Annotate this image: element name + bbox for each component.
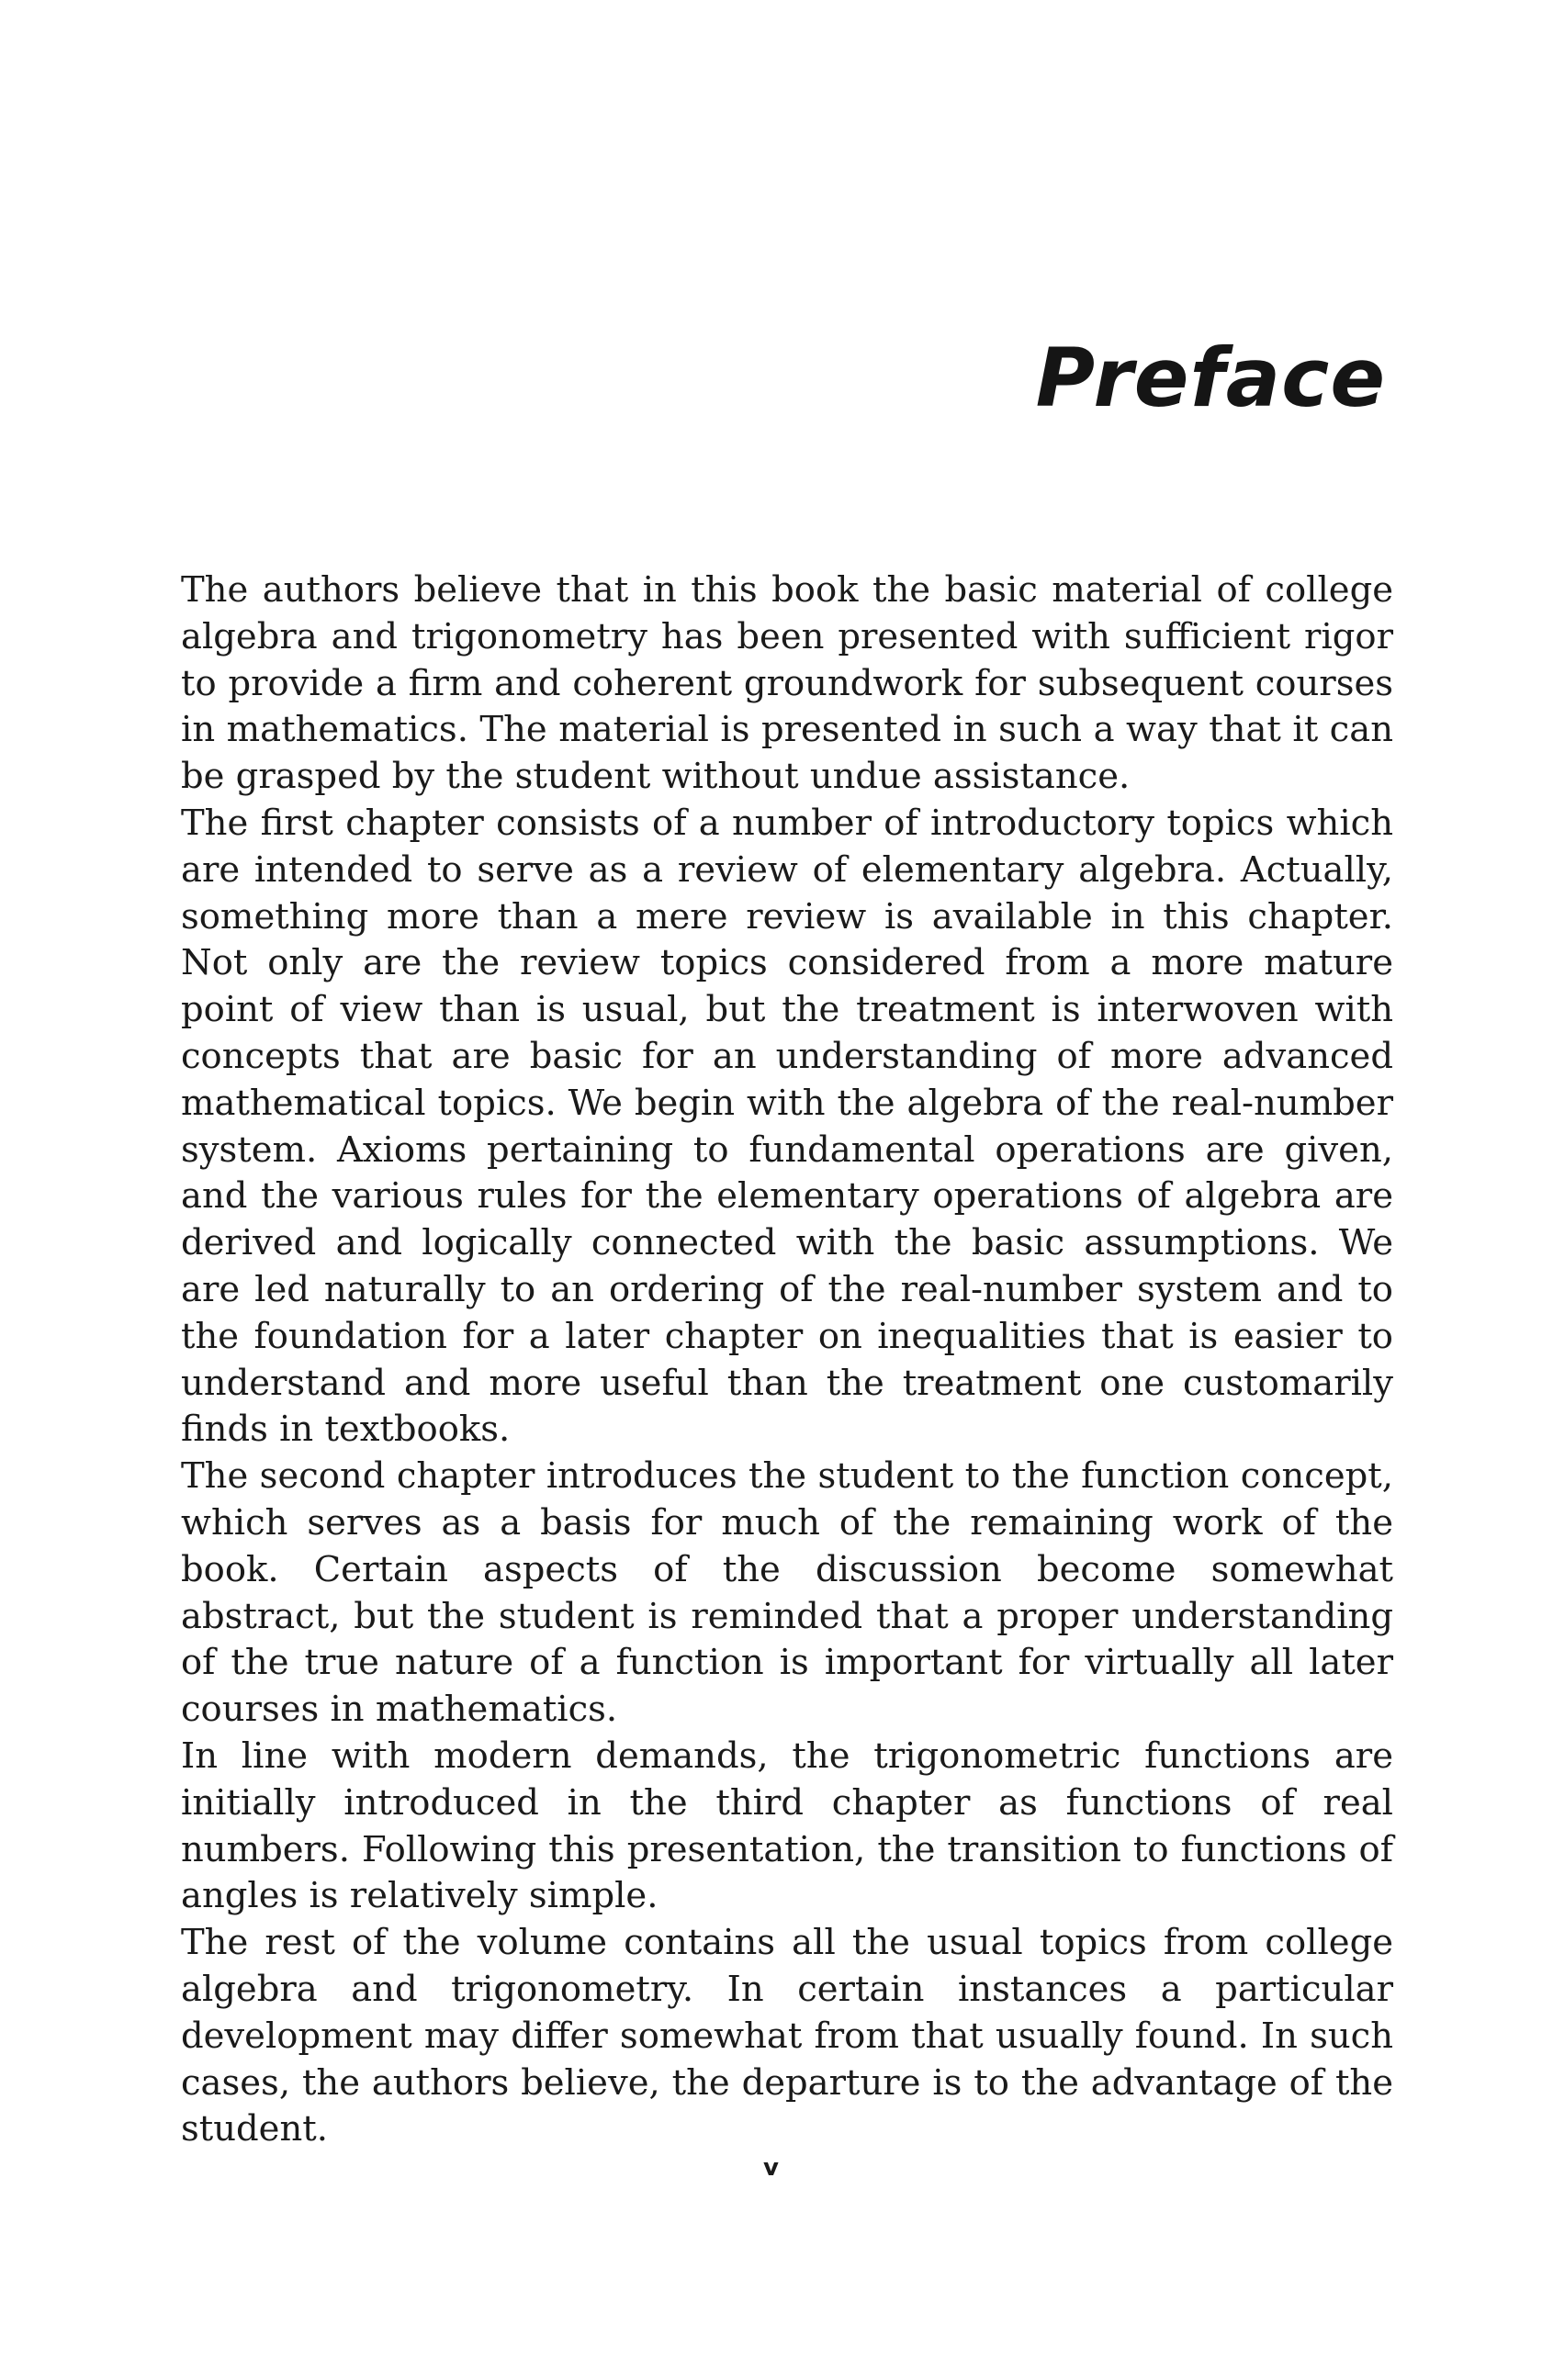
page-title: Preface — [1035, 331, 1386, 425]
paragraph-4: In line with modern demands, the trigonometric functions are initially introduced in the third chapter as functions of real numbers. Following this presentation, the transition to functions of angles is relatively simple. — [181, 1734, 1393, 1917]
preface-body — [181, 567, 1393, 2153]
paragraph-1: The authors believe that in this book the basic material of college algebra and trigonometry has been presented with sufficient rigor to provide a firm and coherent groundwork for subsequent courses in mathematics. The material is presented in such a way that it can be grasped by the student without undue assistance. — [181, 569, 1393, 798]
paragraph-5: The rest of the volume contains all the usual topics from college algebra and trigonometry. In certain instances a particular development may differ somewhat from that usually found. In such cases, the authors believe, the departure is to the advantage of the student. — [181, 1922, 1393, 2150]
page-number: v — [763, 2154, 779, 2182]
paragraph-3: The second chapter introduces the student to the function concept, which serves as a basis for much of the remaining work of the book. Certain aspects of the discussion become somewhat abstract, but the student is reminded that a proper understanding of the true nature of a function is important for virtually all later courses in mathematics. — [181, 1455, 1393, 1731]
paragraph-2: The first chapter consists of a number of introductory topics which are intended to serve as a review of elementary algebra. Actually, something more than a mere review is available in this chapter. Not only are the review topics considered from a more mature point of view than is usual, but the treatment is interwoven with concepts that are basic for an understanding of more advanced mathematical topics. We begin with the algebra of the real-number system. Axioms pertaining to fundamental operations are given, and the various rules for the elementary operations of algebra are derived and logically connected with the basic assumptions. We are led naturally to an ordering of the real-number system and to the foundation for a later chapter on inequalities that is easier to understand and more useful than the treatment one customarily finds in textbooks. — [181, 802, 1393, 1451]
